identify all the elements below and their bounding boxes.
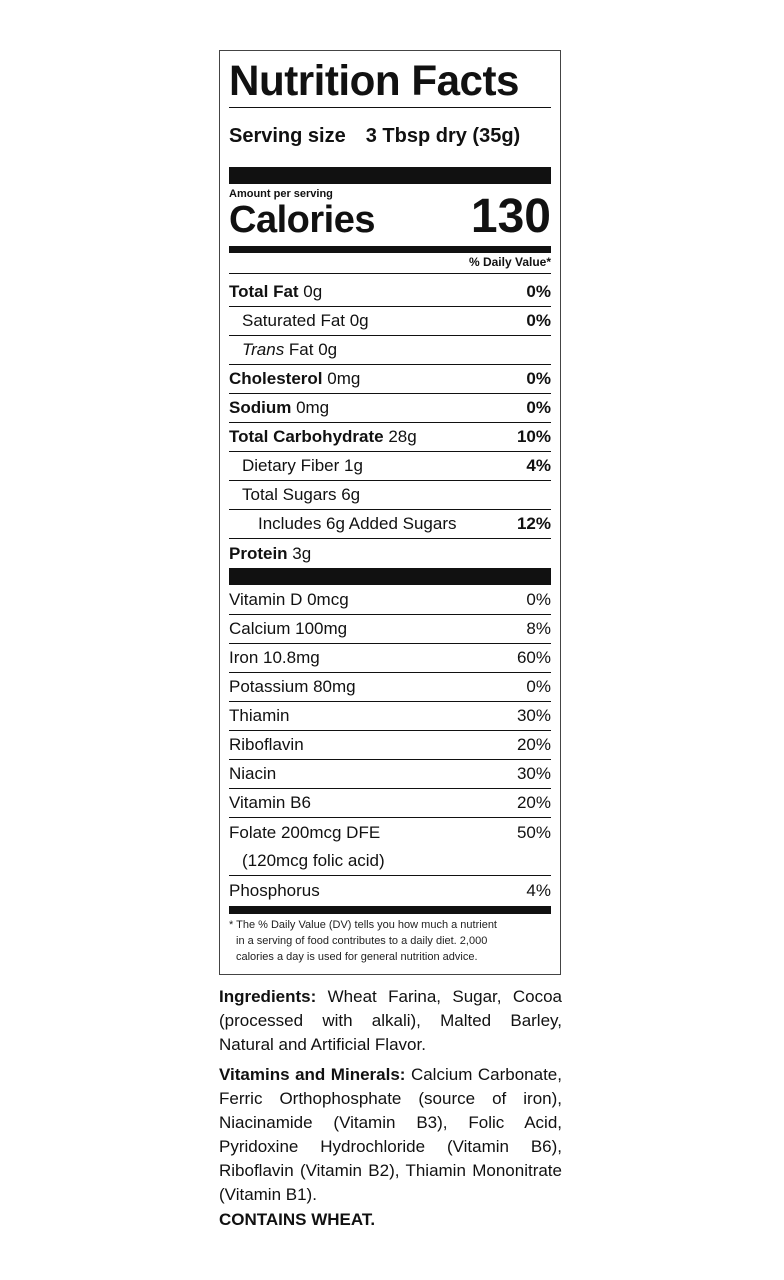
nutrient-row-sodium	[229, 394, 551, 423]
vitamin-dv: 20%	[516, 735, 551, 754]
vitamin-row-thiamin	[229, 702, 551, 731]
vitamin-row-iron	[229, 644, 551, 673]
nutrient-name: Cholesterol 0mg	[229, 369, 361, 388]
vitamin-row-niacin	[229, 760, 551, 789]
nutrient-row-saturated-fat	[229, 307, 551, 336]
thick-bar-bottom	[229, 906, 551, 914]
vitamin-dv: 8%	[526, 619, 551, 638]
calories-value: 130	[470, 190, 551, 243]
vitamin-dv: 60%	[516, 648, 551, 667]
vitamins-minerals-paragraph	[219, 1063, 562, 1207]
thick-bar-middle	[229, 568, 551, 585]
vitamin-name: Vitamin D 0mcg	[229, 590, 349, 609]
vitamin-dv: 30%	[516, 764, 551, 783]
nutrient-dv: 0%	[526, 369, 551, 388]
vitamin-name: Potassium 80mg	[229, 677, 356, 696]
ingredients-section	[219, 985, 562, 1213]
nutrient-dv: 10%	[516, 427, 551, 446]
daily-value-footnote	[229, 917, 551, 965]
nutrient-dv: 0%	[526, 282, 551, 301]
vitamin-name: Riboflavin	[229, 735, 304, 754]
nutrient-name: Total Carbohydrate 28g	[229, 427, 417, 446]
vitamin-row-vitamin-d	[229, 586, 551, 615]
vitamin-name: (120mcg folic acid)	[242, 851, 385, 870]
ingredients-paragraph	[219, 985, 562, 1057]
vitamin-dv: 20%	[516, 793, 551, 812]
vitamin-dv: 0%	[526, 590, 551, 609]
vitamin-dv: 50%	[516, 822, 551, 842]
vitamin-name: Iron 10.8mg	[229, 648, 320, 667]
vitamin-name: Phosphorus	[229, 880, 320, 900]
nutrient-name: Protein 3g	[229, 543, 312, 563]
allergen-statement: CONTAINS WHEAT.	[219, 1210, 376, 1229]
vitamin-row-riboflavin	[229, 731, 551, 760]
vitamin-row-folate	[229, 818, 551, 847]
nutrition-title: Nutrition Facts	[229, 57, 519, 105]
daily-value-header: % Daily Value*	[468, 255, 551, 269]
vitamin-name: Folate 200mcg DFE	[229, 822, 381, 842]
vitamin-row-calcium	[229, 615, 551, 644]
footnote-line: in a serving of food contributes to a daily diet. 2,000	[236, 935, 488, 947]
vitamin-dv: 4%	[526, 880, 551, 900]
nutrient-name: Trans Fat 0g	[242, 340, 338, 359]
calories-label: Calories	[229, 199, 375, 241]
nutrient-dv: 12%	[516, 514, 551, 533]
amount-per-serving: Amount per serving	[229, 188, 333, 200]
ingredients-text: Wheat Farina, Sugar, Cocoa (processed with alkali), Malted Barley, Natural and Artificial Flavor.	[219, 987, 562, 1054]
nutrient-name: Total Fat 0g	[229, 282, 323, 301]
vitamins-minerals-text: Calcium Carbonate, Ferric Orthophosphate (source of iron), Niacinamide (Vitamin B3), Folic Acid, Pyridoxine Hydrochloride (Vitamin B6), Riboflavin (Vitamin B2), Thiamin Mononitrate (Vitamin B1).	[219, 1065, 562, 1204]
vitamin-name: Calcium 100mg	[229, 619, 348, 638]
nutrient-row-protein	[229, 539, 551, 568]
vitamin-row-phosphorus	[229, 876, 551, 905]
nutrition-facts-inner	[229, 51, 551, 974]
nutrient-row-total-sugars	[229, 481, 551, 510]
vitamin-dv: 30%	[516, 706, 551, 725]
vitamin-name: Niacin	[229, 764, 277, 783]
nutrient-name: Includes 6g Added Sugars	[258, 514, 457, 533]
serving-size-row	[229, 121, 551, 151]
title-rule	[229, 107, 551, 108]
serving-size-value: 3 Tbsp dry (35g)	[365, 124, 521, 147]
nutrient-row-total-fat	[229, 278, 551, 307]
medium-bar	[229, 246, 551, 253]
vitamin-row-folic-acid	[229, 847, 551, 876]
vitamin-dv: 0%	[526, 677, 551, 696]
footnote-line: * The % Daily Value (DV) tells you how much a nutrient	[229, 919, 497, 931]
nutrient-row-cholesterol	[229, 365, 551, 394]
vitamins-minerals-label: Vitamins and Minerals:	[219, 1065, 406, 1084]
nutrient-name: Total Sugars 6g	[242, 485, 361, 504]
nutrient-name: Sodium 0mg	[229, 398, 330, 417]
ingredients-label: Ingredients:	[219, 987, 317, 1006]
nutrient-row-trans-fat	[229, 336, 551, 365]
vitamin-name: Vitamin B6	[229, 793, 311, 812]
nutrient-dv: 4%	[526, 456, 551, 475]
vitamin-row-vitamin-b6	[229, 789, 551, 818]
vitamin-row-potassium	[229, 673, 551, 702]
nutrient-dv: 0%	[526, 398, 551, 417]
nutrient-dv: 0%	[526, 311, 551, 330]
nutrient-row-dietary-fiber	[229, 452, 551, 481]
serving-size-label: Serving size	[229, 124, 346, 147]
nutrient-name: Saturated Fat 0g	[242, 311, 369, 330]
footnote-line: calories a day is used for general nutrition advice.	[236, 951, 478, 963]
thick-bar-top	[229, 167, 551, 184]
nutrient-row-total-carbohydrate	[229, 423, 551, 452]
nutrient-row-added-sugars	[229, 510, 551, 539]
nutrient-name: Dietary Fiber 1g	[242, 456, 363, 475]
nutrition-facts-panel	[219, 50, 561, 975]
dv-header-rule	[229, 273, 551, 274]
vitamin-name: Thiamin	[229, 706, 290, 725]
